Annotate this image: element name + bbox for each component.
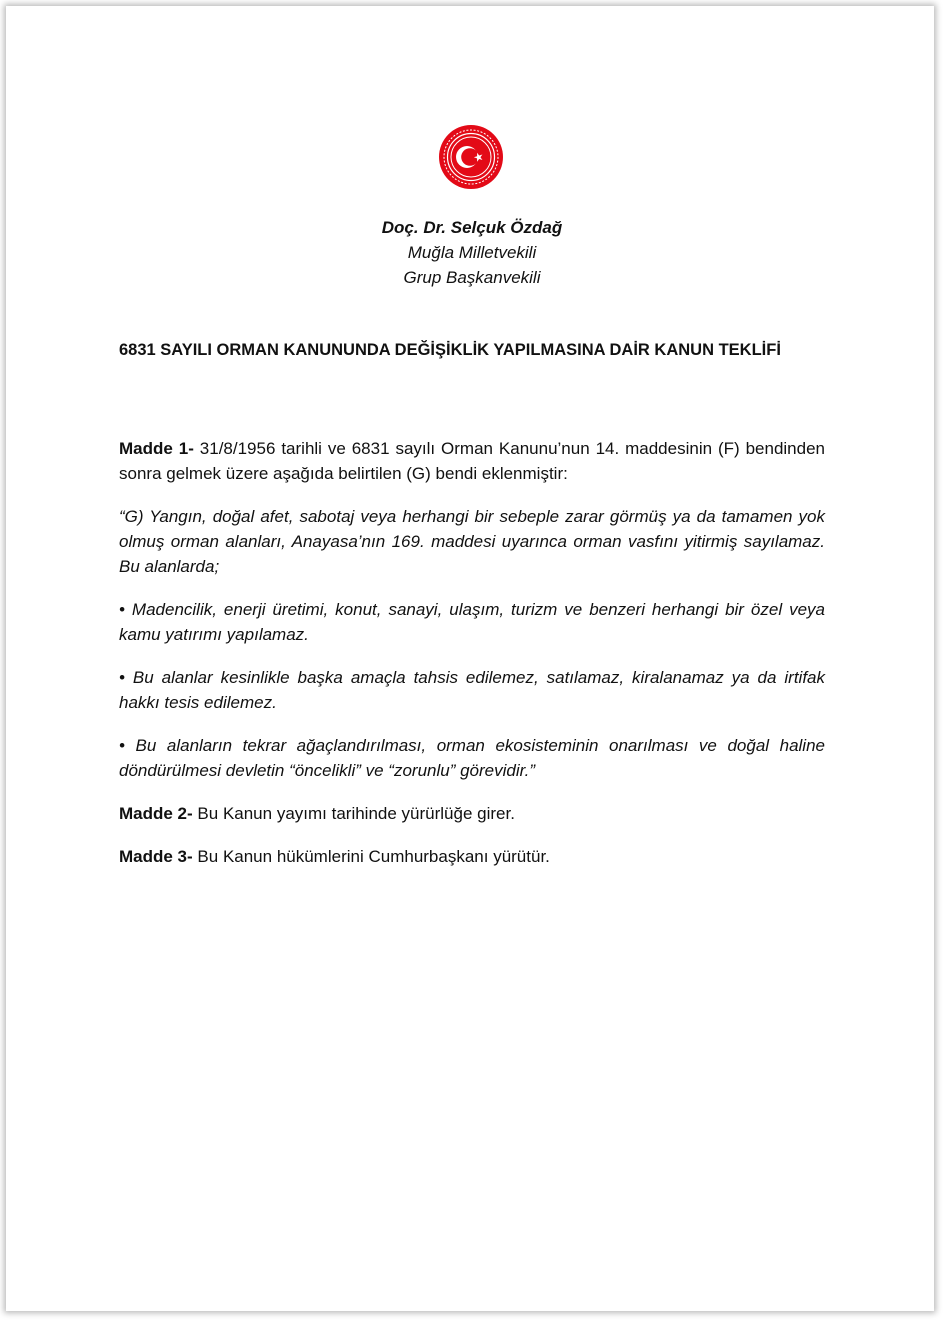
document-body [119, 436, 825, 887]
author-block [0, 215, 944, 290]
quote-intro: “G) Yangın, doğal afet, sabotaj veya herhangi bir sebeple zarar görmüş ya da tamamen yok olmuş orman alanları, Anayasa’nın 169. maddesi uyarınca orman vasfını yitirmiş sayılamaz. Bu alanlarda; [119, 507, 825, 576]
author-role: Muğla Milletvekili [407, 243, 537, 262]
article-3-text: Bu Kanun hükümlerini Cumhurbaşkanı yürütür. [197, 847, 550, 866]
article-2-text: Bu Kanun yayımı tarihinde yürürlüğe girer. [197, 804, 515, 823]
article-1-text: 31/8/1956 tarihli ve 6831 sayılı Orman Kanunu’nun 14. maddesinin (F) bendinden sonra gelmek üzere aşağıda belirtilen (G) bendi eklenmiştir: [119, 439, 825, 483]
article-2-label: Madde 2- [119, 804, 193, 823]
tbmm-emblem-icon [438, 124, 504, 190]
document-title: 6831 SAYILI ORMAN KANUNUNDA DEĞİŞİKLİK YAPILMASINA DAİR KANUN TEKLİFİ [119, 341, 781, 359]
article-1-label: Madde 1- [119, 439, 194, 458]
bullet-item: • Bu alanların tekrar ağaçlandırılması, orman ekosisteminin onarılması ve doğal haline döndürülmesi devletin “öncelikli” ve “zorunlu” görevidir.” [119, 736, 825, 780]
bullet-item: • Madencilik, enerji üretimi, konut, sanayi, ulaşım, turizm ve benzeri herhangi bir özel veya kamu yatırımı yapılamaz. [119, 600, 825, 644]
author-position: Grup Başkanvekili [403, 268, 541, 287]
bullet-item: • Bu alanlar kesinlikle başka amaçla tahsis edilemez, satılamaz, kiralanamaz ya da irtifak hakkı tesis edilemez. [119, 668, 825, 712]
article-3 [119, 844, 825, 869]
article-3-label: Madde 3- [119, 847, 193, 866]
author-name: Doç. Dr. Selçuk Özdağ [381, 218, 563, 237]
article-2 [119, 801, 825, 826]
article-1 [119, 436, 825, 486]
